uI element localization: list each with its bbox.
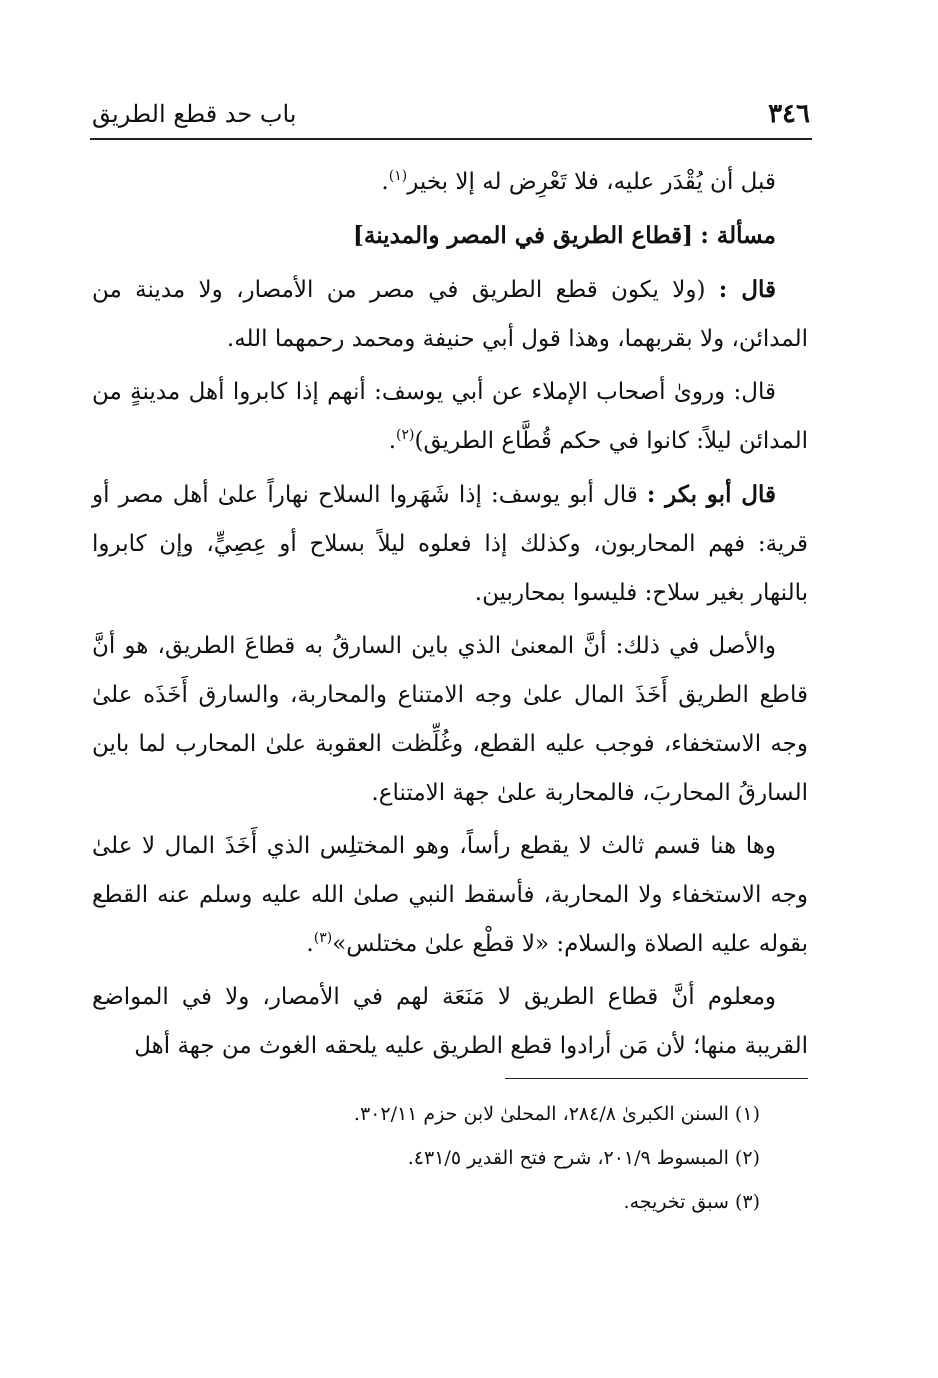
footnote-marker: (٣) bbox=[313, 930, 333, 946]
paragraph-text: قبل أن يُقْدَر عليه، فلا تَعْرِض له إلا بخير bbox=[407, 169, 776, 195]
paragraph-text: وها هنا قسم ثالث لا يقطع رأساً، وهو المختلِس الذي أَخَذَ المال لا علىٰ وجه الاستخفاء ولا المحاربة، فأسقط النبي صلىٰ الله عليه وسلم عنه القطع بقوله عليه الصلاة والسلام: «لا قطْع علىٰ مختلس» bbox=[92, 833, 808, 957]
paragraph bbox=[92, 622, 808, 818]
page-header bbox=[92, 92, 810, 136]
paragraph bbox=[92, 470, 808, 618]
footnotes bbox=[92, 1092, 760, 1224]
paragraph-end: . bbox=[306, 931, 314, 957]
main-text bbox=[92, 158, 808, 1075]
paragraph bbox=[92, 973, 808, 1071]
footnote-marker: (٢) bbox=[396, 427, 415, 443]
paragraph-end: . bbox=[388, 428, 397, 454]
footnote: (١) السنن الكبرىٰ ٢٨٤/٨، المحلىٰ لابن حزم ٣٠٢/١١. bbox=[353, 1103, 760, 1125]
paragraph bbox=[92, 265, 808, 364]
paragraph-text: ومعلوم أنَّ قطاع الطريق لا مَنَعَة لهم في الأمصار، ولا في المواضع القريبة منها؛ لأن مَن أرادوا قطع الطريق عليه يلحقه الغوث من جهة أهل bbox=[92, 984, 808, 1059]
footnote-marker: (١) bbox=[388, 168, 408, 184]
paragraph-end: . bbox=[381, 169, 389, 195]
paragraph-text: (ولا يكون قطع الطريق في مصر من الأمصار، ولا مدينة من المدائن، ولا بقربهما، وهذا قول أبي حنيفة ومحمد رحمهما الله. bbox=[92, 277, 808, 352]
footnote: (٣) سبق تخريجه. bbox=[623, 1191, 760, 1213]
running-title: باب حد قطع الطريق bbox=[92, 100, 297, 128]
paragraph-text: والأصل في ذلك: أنَّ المعنىٰ الذي باين السارقُ به قطاعَ الطريق، هو أنَّ قاطع الطريق أَخَذَ المال علىٰ وجه الامتناع والمحاربة، والسارق أَخَذَه علىٰ وجه الاستخفاء، فوجب عليه القطع، وغُلِّظت العقوبة علىٰ المحارب لما باين السارقُ المحاربَ، فالمحاربة علىٰ جهة الامتناع. bbox=[92, 633, 808, 806]
question-label: مسألة : bbox=[700, 222, 776, 249]
paragraph-text: قال أبو يوسف: إذا شَهَروا السلاح نهاراً علىٰ أهل مصر أو قرية: فهم المحاربون، وكذلك إذا فعلوه ليلاً بسلاح أو عِصِيٍّ، وإن كابروا بالنهار بغير سلاح: فليسوا بمحاربين. bbox=[92, 482, 808, 606]
speaker-label: قال أبو بكر : bbox=[646, 481, 776, 508]
footnote-rule bbox=[505, 1078, 808, 1079]
section-title: [قطاع الطريق في المصر والمدينة] bbox=[353, 222, 693, 249]
footnote: (٢) المبسوط ٢٠١/٩، شرح فتح القدير ٤٣١/٥. bbox=[407, 1147, 760, 1169]
paragraph bbox=[92, 822, 808, 969]
paragraph bbox=[92, 368, 808, 466]
paragraph bbox=[92, 158, 808, 207]
page-number: ٣٤٦ bbox=[768, 99, 810, 129]
section-heading bbox=[92, 211, 808, 261]
paragraph-text: قال: وروىٰ أصحاب الإملاء عن أبي يوسف: أنهم إذا كابروا أهل مدينةٍ من المدائن ليلاً: كانوا في حكم قُطَّاع الطريق) bbox=[92, 379, 808, 454]
speaker-label: قال : bbox=[718, 276, 777, 303]
header-rule bbox=[90, 138, 812, 140]
